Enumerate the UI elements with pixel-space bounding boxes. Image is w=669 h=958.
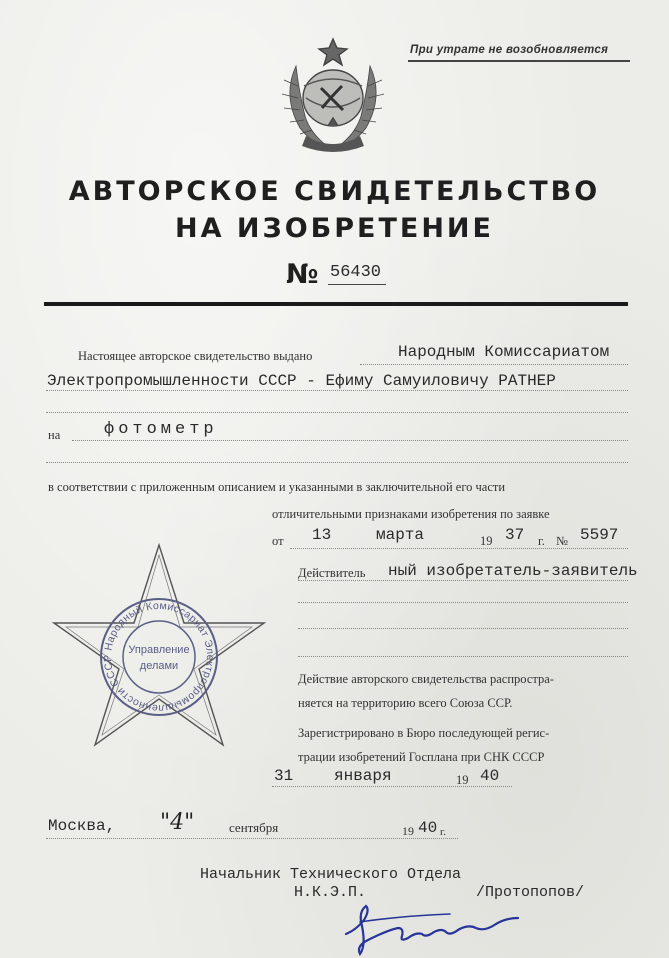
stamp-center-line2: делами bbox=[139, 660, 179, 672]
na-label: на bbox=[48, 428, 61, 442]
loss-note: При утрате не возобновляется bbox=[410, 44, 609, 56]
fill-line bbox=[46, 412, 628, 413]
fill-line bbox=[46, 462, 628, 463]
divider-rule bbox=[44, 302, 628, 306]
note-underline bbox=[408, 60, 630, 62]
ussr-emblem-icon bbox=[276, 36, 390, 154]
handwritten-signature bbox=[340, 890, 530, 956]
registered-year-prefix: 19 bbox=[456, 773, 469, 787]
fill-line bbox=[72, 440, 628, 441]
document-subtitle: НА ИЗОБРЕТЕНИЕ bbox=[175, 213, 494, 244]
fill-line bbox=[46, 838, 458, 839]
registered-line2: трации изобретений Госплана при СНК СССР bbox=[298, 750, 545, 764]
document-title: АВТОРСКОЕ СВИДЕТЕЛЬСТВО bbox=[68, 176, 601, 207]
accordance-line1: в соответствии с приложенным описанием и указанными в заключительной его части bbox=[48, 480, 506, 494]
fill-line bbox=[360, 364, 628, 365]
application-month: марта bbox=[376, 526, 425, 544]
fill-line bbox=[298, 580, 628, 581]
fill-line bbox=[298, 628, 628, 629]
registered-month: января bbox=[334, 767, 392, 785]
city: Москва, bbox=[48, 817, 116, 835]
application-day: 13 bbox=[312, 526, 332, 544]
signing-month: сентября bbox=[229, 820, 279, 835]
application-year: 37 bbox=[505, 526, 525, 544]
valid-role: ный изобретатель-заявитель bbox=[388, 562, 638, 580]
certificate-number: 56430 bbox=[330, 263, 382, 282]
application-number-sign: № bbox=[556, 534, 568, 548]
fill-line bbox=[272, 786, 512, 787]
registered-line1: Зарегистрировано в Бюро последующей регис- bbox=[298, 726, 550, 740]
fill-line bbox=[298, 656, 628, 657]
number-underline bbox=[328, 284, 386, 285]
invention-name: фотометр bbox=[104, 420, 218, 439]
fill-line bbox=[298, 602, 628, 603]
stamp-center-line1: Управление bbox=[128, 644, 190, 656]
number-sign: № bbox=[286, 259, 319, 290]
chief-org: Н.К.Э.П. bbox=[294, 884, 367, 901]
effect-line2: няется на территорию всего Союза ССР. bbox=[298, 696, 513, 710]
chief-name: /Протопопов/ bbox=[476, 884, 585, 901]
signing-year-prefix: 19 bbox=[402, 824, 414, 838]
stamp-outer-text: Народный Комиссариат Электропромышленности СССР bbox=[101, 599, 217, 715]
signing-day: "4" bbox=[160, 810, 195, 835]
ot-label: от bbox=[272, 534, 284, 548]
star-stamp bbox=[52, 541, 266, 747]
issued-to-line1: Народным Комиссариатом bbox=[398, 343, 610, 361]
fill-line bbox=[290, 548, 628, 549]
year-suffix: г. bbox=[538, 534, 545, 548]
fill-line bbox=[46, 390, 628, 391]
accordance-line2: отличительными признаками изобретения по заявке bbox=[272, 507, 550, 521]
application-number: 5597 bbox=[580, 526, 619, 544]
signing-year: 40 bbox=[418, 819, 438, 837]
svg-text:Народный Комиссариат Электропр bbox=[102, 600, 216, 714]
chief-title: Начальник Технического Отдела bbox=[200, 866, 462, 883]
registered-year: 40 bbox=[480, 767, 500, 785]
signing-year-suffix: г. bbox=[440, 826, 447, 838]
application-year-prefix: 19 bbox=[480, 534, 493, 548]
valid-label: Действитель bbox=[298, 566, 366, 580]
effect-line1: Действие авторского свидетельства распростра- bbox=[298, 672, 554, 686]
issued-label: Настоящее авторское свидетельство выдано bbox=[78, 349, 313, 363]
issued-to-line2: Электропромышленности СССР - Ефиму Самуиловичу РАТНЕР bbox=[47, 372, 556, 390]
registered-day: 31 bbox=[274, 767, 294, 785]
